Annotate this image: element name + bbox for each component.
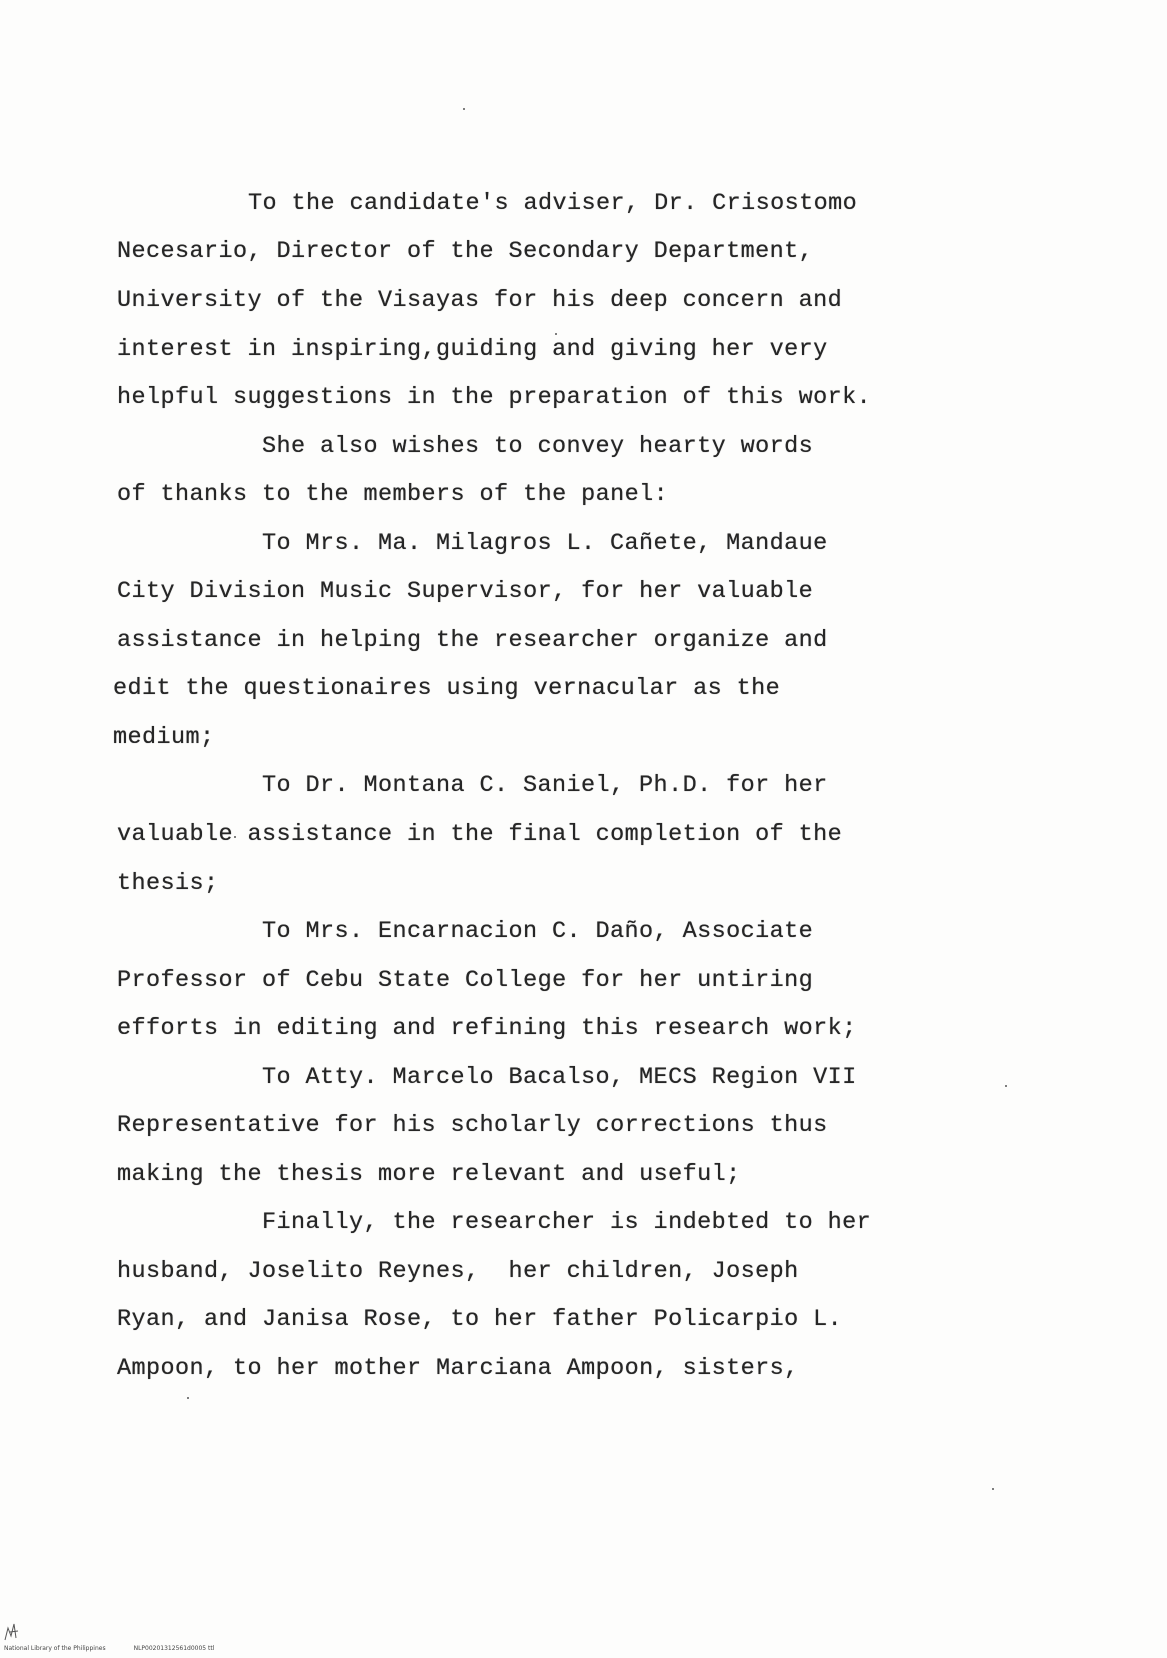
scan-speck bbox=[187, 1397, 189, 1399]
text-line: Representative for his scholarly corrections thus bbox=[117, 1112, 828, 1139]
text-line: Necesario, Director of the Secondary Department, bbox=[117, 238, 814, 265]
text-line: thesis; bbox=[117, 870, 219, 897]
text-line: making the thesis more relevant and useful; bbox=[117, 1161, 741, 1188]
text-line: edit the questionaires using vernacular as the bbox=[113, 675, 781, 702]
library-seal-mark bbox=[2, 1618, 24, 1642]
text-line: To Mrs. Ma. Milagros L. Cañete, Mandaue bbox=[262, 530, 828, 557]
text-line: University of the Visayas for his deep concern and bbox=[117, 287, 843, 314]
text-line: To the candidate's adviser, Dr. Crisostomo bbox=[248, 190, 858, 217]
text-line: medium; bbox=[113, 724, 215, 751]
text-line: Ryan, and Janisa Rose, to her father Policarpio L. bbox=[117, 1306, 843, 1333]
text-line: To Dr. Montana C. Saniel, Ph.D. for her bbox=[262, 772, 828, 799]
text-line: To Mrs. Encarnacion C. Daño, Associate bbox=[262, 918, 814, 945]
text-line: helpful suggestions in the preparation of this work. bbox=[117, 384, 872, 411]
text-line: assistance in helping the researcher organize and bbox=[117, 627, 828, 654]
scan-speck bbox=[555, 333, 557, 335]
scan-speck bbox=[992, 1488, 994, 1490]
text-line: Finally, the researcher is indebted to her bbox=[262, 1209, 872, 1236]
scan-speck bbox=[1005, 1085, 1007, 1087]
text-line: husband, Joselito Reynes, her children, Joseph bbox=[117, 1258, 799, 1285]
text-line: Ampoon, to her mother Marciana Ampoon, sisters, bbox=[117, 1355, 799, 1382]
text-line: Professor of Cebu State College for her untiring bbox=[117, 967, 814, 994]
text-line: interest in inspiring,guiding and giving her very bbox=[117, 336, 828, 363]
scan-speck bbox=[463, 108, 465, 110]
footer-scan-code: NLP00201312561d0005 ttl bbox=[133, 1645, 215, 1652]
text-line: valuable assistance in the final completion of the bbox=[117, 821, 843, 848]
text-line: efforts in editing and refining this research work; bbox=[117, 1015, 857, 1042]
footer-library-name: National Library of the Philippines bbox=[4, 1645, 106, 1652]
text-line: City Division Music Supervisor, for her valuable bbox=[117, 578, 814, 605]
text-line: She also wishes to convey hearty words bbox=[262, 433, 814, 460]
text-line: of thanks to the members of the panel: bbox=[117, 481, 669, 508]
text-line: To Atty. Marcelo Bacalso, MECS Region VII bbox=[262, 1064, 857, 1091]
scan-footer bbox=[4, 1645, 242, 1652]
